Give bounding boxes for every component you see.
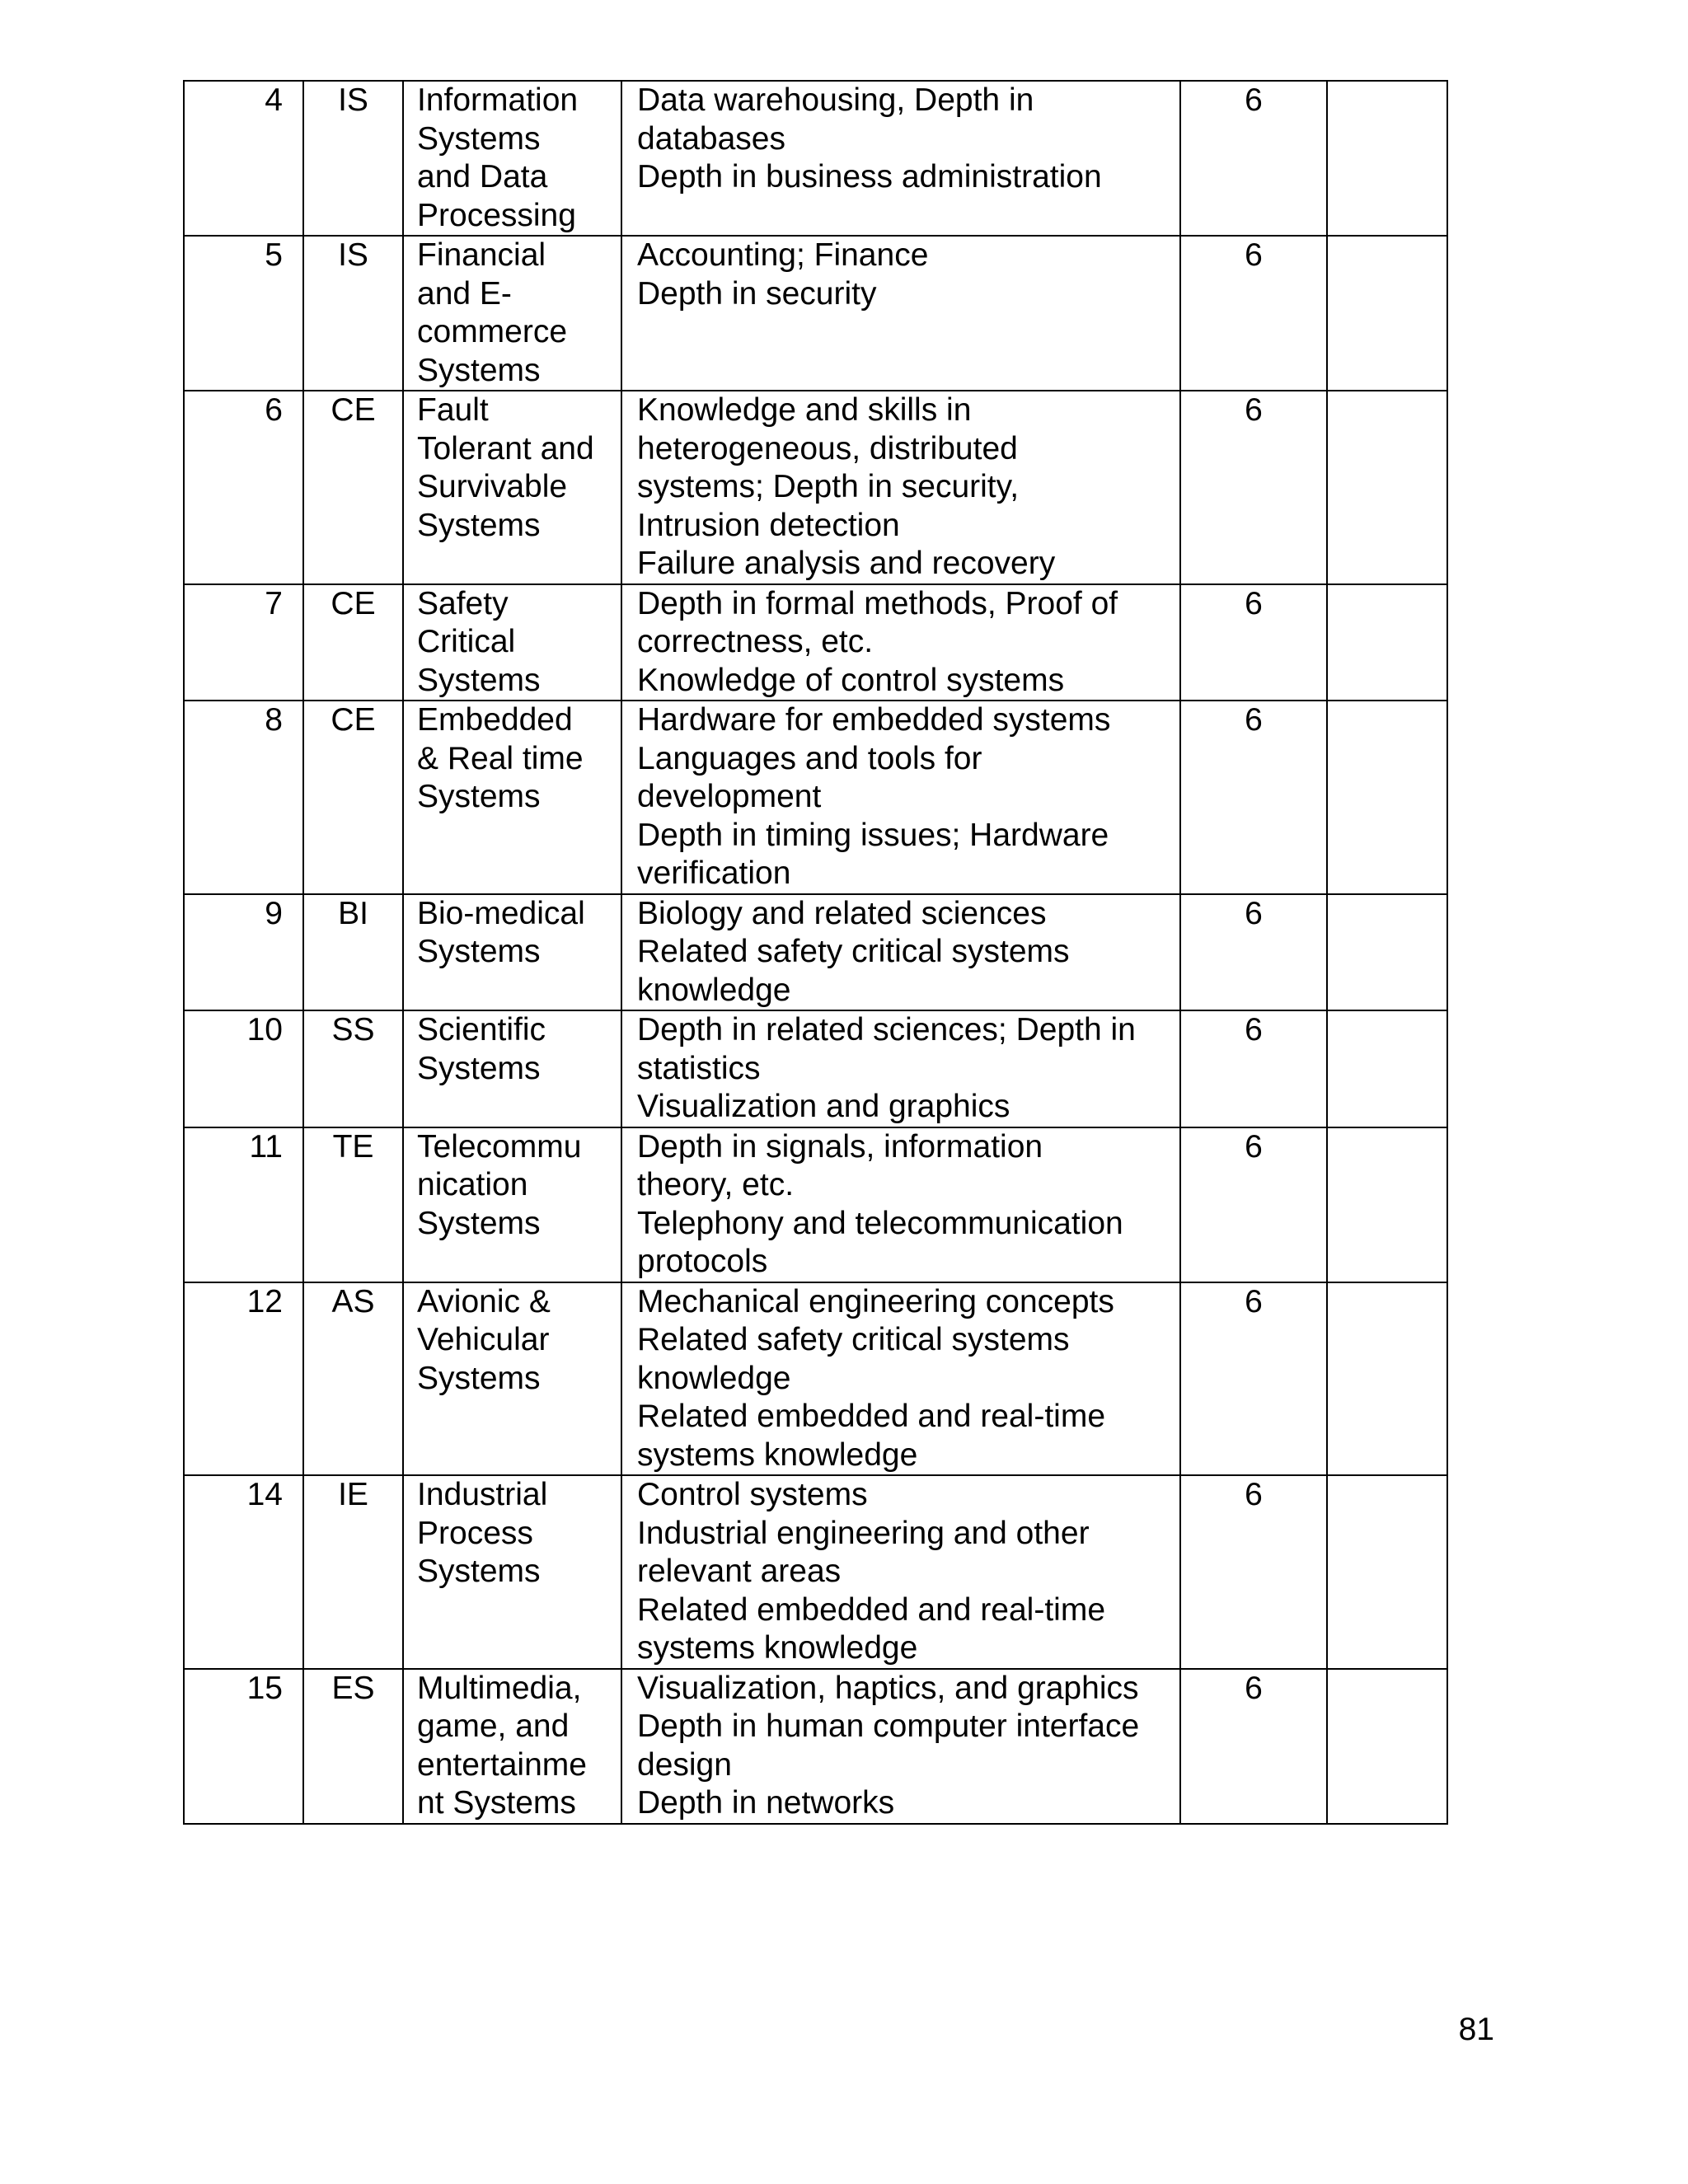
- knowledge-line: Visualization, haptics, and graphics: [637, 1670, 1139, 1706]
- credits-value: 6: [1245, 1670, 1263, 1706]
- area-code: SS: [331, 1012, 375, 1047]
- area-name-line: Process: [417, 1515, 533, 1551]
- knowledge-line: Depth in timing issues; Hardware: [637, 817, 1109, 853]
- area-name-line: Tolerant and: [417, 430, 594, 466]
- knowledge-line: knowledge: [637, 1360, 791, 1396]
- area-name-line: Bio-medical: [417, 895, 585, 931]
- area-code-cell: [303, 1010, 403, 1127]
- area-name-line: Scientific: [417, 1012, 546, 1047]
- area-name-line: Embedded: [417, 702, 573, 738]
- knowledge-line: Depth in formal methods, Proof of: [637, 585, 1118, 621]
- row-number: 12: [246, 1283, 283, 1319]
- knowledge-line: design: [637, 1746, 732, 1783]
- credits-value: 6: [1245, 1128, 1263, 1165]
- table-row: [184, 1010, 1447, 1127]
- credits-cell: [1180, 1669, 1327, 1824]
- row-number: 5: [265, 237, 283, 273]
- empty-cell: [1327, 236, 1447, 391]
- row-number-cell: [184, 894, 303, 1011]
- row-number-cell: [184, 81, 303, 236]
- knowledge-line: Depth in security: [637, 275, 877, 312]
- area-name-line: and Data: [417, 159, 548, 194]
- area-name-line: Systems: [417, 352, 541, 388]
- area-name-line: Systems: [417, 1050, 541, 1086]
- area-code: AS: [331, 1283, 375, 1319]
- knowledge-line: statistics: [637, 1050, 761, 1086]
- credits-cell: [1180, 391, 1327, 584]
- row-number: 9: [265, 895, 283, 931]
- area-code-cell: [303, 391, 403, 584]
- knowledge-line: Related safety critical systems: [637, 1322, 1070, 1357]
- credits-value: 6: [1245, 585, 1263, 621]
- area-name-cell: [403, 584, 621, 701]
- credits-cell: [1180, 1475, 1327, 1669]
- row-number-cell: [184, 236, 303, 391]
- credits-cell: [1180, 236, 1327, 391]
- row-number-cell: [184, 584, 303, 701]
- empty-cell: [1327, 1475, 1447, 1669]
- credits-value: 6: [1245, 1012, 1263, 1047]
- row-number: 14: [246, 1477, 283, 1512]
- area-name-line: Processing: [417, 197, 576, 233]
- area-name-line: Systems: [417, 1205, 541, 1241]
- area-name-line: Information: [417, 82, 579, 118]
- credits-cell: [1180, 584, 1327, 701]
- knowledge-line: development: [637, 779, 822, 814]
- knowledge-line: Control systems: [637, 1477, 868, 1512]
- area-name-line: and E-: [417, 275, 512, 312]
- knowledge-cell: [621, 1127, 1180, 1282]
- area-name-line: Systems: [417, 934, 541, 969]
- area-code-cell: [303, 894, 403, 1011]
- empty-cell: [1327, 81, 1447, 236]
- knowledge-line: Data warehousing, Depth in: [637, 82, 1034, 118]
- area-code-cell: [303, 701, 403, 894]
- area-name-cell: [403, 1669, 621, 1824]
- knowledge-line: systems knowledge: [637, 1630, 918, 1666]
- table-row: [184, 1669, 1447, 1824]
- area-name-line: Avionic &: [417, 1283, 551, 1319]
- knowledge-line: Accounting; Finance: [637, 237, 929, 273]
- empty-cell: [1327, 391, 1447, 584]
- area-code-cell: [303, 584, 403, 701]
- knowledge-line: relevant areas: [637, 1554, 842, 1589]
- area-name-line: Systems: [417, 662, 541, 698]
- row-number: 10: [246, 1012, 283, 1047]
- area-code: IS: [338, 82, 368, 118]
- knowledge-cell: [621, 584, 1180, 701]
- area-code: CE: [331, 585, 376, 621]
- area-name-line: Systems: [417, 779, 541, 814]
- credits-value: 6: [1245, 82, 1263, 118]
- row-number-cell: [184, 1475, 303, 1669]
- area-name-line: Critical: [417, 624, 516, 659]
- credits-value: 6: [1245, 392, 1263, 428]
- area-name-line: & Real time: [417, 740, 584, 776]
- knowledge-line: Related safety critical systems: [637, 934, 1070, 969]
- area-name-line: Telecommu: [417, 1128, 582, 1165]
- row-number-cell: [184, 391, 303, 584]
- row-number: 7: [265, 585, 283, 621]
- empty-cell: [1327, 1127, 1447, 1282]
- area-name-line: nication: [417, 1167, 528, 1202]
- area-name-line: Industrial: [417, 1477, 548, 1512]
- credits-cell: [1180, 1127, 1327, 1282]
- knowledge-cell: [621, 1669, 1180, 1824]
- page-number: 81: [1458, 2012, 1494, 2047]
- area-name-line: commerce: [417, 314, 568, 349]
- knowledge-cell: [621, 1475, 1180, 1669]
- credits-value: 6: [1245, 1283, 1263, 1319]
- area-name-line: Safety: [417, 585, 509, 621]
- area-code: BI: [338, 895, 368, 931]
- knowledge-cell: [621, 391, 1180, 584]
- knowledge-line: theory, etc.: [637, 1167, 795, 1202]
- area-code: TE: [332, 1128, 374, 1165]
- area-code: ES: [331, 1670, 375, 1706]
- knowledge-line: Telephony and telecommunication: [637, 1205, 1123, 1241]
- knowledge-line: Hardware for embedded systems: [637, 702, 1111, 738]
- area-name-cell: [403, 1282, 621, 1476]
- table-body: [184, 81, 1447, 1824]
- knowledge-line: Depth in signals, information: [637, 1128, 1043, 1165]
- empty-cell: [1327, 1669, 1447, 1824]
- knowledge-line: Related embedded and real-time: [637, 1399, 1106, 1434]
- knowledge-line: Knowledge of control systems: [637, 662, 1065, 698]
- knowledge-cell: [621, 1010, 1180, 1127]
- credits-value: 6: [1245, 702, 1263, 738]
- credits-cell: [1180, 1282, 1327, 1476]
- row-number: 11: [249, 1128, 283, 1165]
- row-number-cell: [184, 1127, 303, 1282]
- area-code: IS: [338, 237, 368, 273]
- area-code-cell: [303, 1127, 403, 1282]
- row-number: 6: [265, 392, 283, 428]
- area-name-line: Systems: [417, 1554, 541, 1589]
- row-number: 8: [265, 702, 283, 738]
- knowledge-cell: [621, 81, 1180, 236]
- area-name-line: Systems: [417, 1360, 541, 1396]
- knowledge-line: correctness, etc.: [637, 624, 874, 659]
- knowledge-line: heterogeneous, distributed: [637, 430, 1018, 466]
- area-name-line: Financial: [417, 237, 546, 273]
- empty-cell: [1327, 584, 1447, 701]
- knowledge-cell: [621, 1282, 1180, 1476]
- knowledge-line: Related embedded and real-time: [637, 1591, 1106, 1628]
- row-number: 4: [265, 82, 283, 118]
- area-name-cell: [403, 701, 621, 894]
- knowledge-line: systems; Depth in security,: [637, 469, 1020, 504]
- area-code-cell: [303, 1475, 403, 1669]
- knowledge-line: Failure analysis and recovery: [637, 546, 1056, 581]
- area-code: CE: [331, 702, 376, 738]
- knowledge-line: databases: [637, 120, 785, 157]
- area-name-line: nt Systems: [417, 1785, 576, 1821]
- table-row: [184, 894, 1447, 1011]
- empty-cell: [1327, 1282, 1447, 1476]
- area-name-line: Systems: [417, 120, 541, 157]
- area-name-cell: [403, 391, 621, 584]
- table-row: [184, 1475, 1447, 1669]
- knowledge-line: Depth in networks: [637, 1785, 895, 1821]
- area-name-line: Multimedia,: [417, 1670, 582, 1706]
- table-row: [184, 81, 1447, 236]
- knowledge-line: Depth in business administration: [637, 159, 1102, 194]
- knowledge-line: Biology and related sciences: [637, 895, 1047, 931]
- table-row: [184, 391, 1447, 584]
- area-name-cell: [403, 81, 621, 236]
- knowledge-line: Intrusion detection: [637, 507, 900, 543]
- knowledge-cell: [621, 701, 1180, 894]
- knowledge-line: Mechanical engineering concepts: [637, 1283, 1114, 1319]
- knowledge-line: protocols: [637, 1244, 768, 1279]
- knowledge-line: Visualization and graphics: [637, 1089, 1010, 1124]
- credits-cell: [1180, 1010, 1327, 1127]
- table-row: [184, 1282, 1447, 1476]
- knowledge-line: knowledge: [637, 972, 791, 1008]
- credits-cell: [1180, 701, 1327, 894]
- empty-cell: [1327, 894, 1447, 1011]
- area-name-cell: [403, 1127, 621, 1282]
- area-name-cell: [403, 1475, 621, 1669]
- row-number-cell: [184, 1282, 303, 1476]
- curriculum-table: [183, 80, 1448, 1825]
- knowledge-cell: [621, 236, 1180, 391]
- row-number-cell: [184, 1669, 303, 1824]
- area-code-cell: [303, 1669, 403, 1824]
- area-name-cell: [403, 1010, 621, 1127]
- knowledge-line: Industrial engineering and other: [637, 1515, 1090, 1551]
- credits-cell: [1180, 894, 1327, 1011]
- table-row: [184, 1127, 1447, 1282]
- area-name-line: Systems: [417, 507, 541, 543]
- table-row: [184, 701, 1447, 894]
- row-number-cell: [184, 701, 303, 894]
- area-code: CE: [331, 392, 376, 428]
- area-code-cell: [303, 81, 403, 236]
- area-code-cell: [303, 236, 403, 391]
- knowledge-line: Knowledge and skills in: [637, 392, 972, 428]
- area-name-line: Vehicular: [417, 1322, 550, 1357]
- row-number: 15: [246, 1670, 283, 1706]
- row-number-cell: [184, 1010, 303, 1127]
- area-name-line: game, and: [417, 1708, 570, 1744]
- credits-value: 6: [1245, 1477, 1263, 1512]
- area-code: IE: [338, 1477, 368, 1512]
- empty-cell: [1327, 701, 1447, 894]
- table-row: [184, 584, 1447, 701]
- knowledge-cell: [621, 894, 1180, 1011]
- area-name-cell: [403, 894, 621, 1011]
- knowledge-line: Depth in related sciences; Depth in: [637, 1012, 1136, 1047]
- credits-value: 6: [1245, 895, 1263, 931]
- credits-value: 6: [1245, 237, 1263, 273]
- knowledge-line: systems knowledge: [637, 1436, 918, 1473]
- table-row: [184, 236, 1447, 391]
- area-name-line: entertainme: [417, 1746, 587, 1783]
- empty-cell: [1327, 1010, 1447, 1127]
- area-name-line: Survivable: [417, 469, 568, 504]
- knowledge-line: Languages and tools for: [637, 740, 982, 776]
- knowledge-line: verification: [637, 855, 791, 891]
- area-name-line: Fault: [417, 392, 489, 428]
- credits-cell: [1180, 81, 1327, 236]
- knowledge-line: Depth in human computer interface: [637, 1708, 1140, 1744]
- area-code-cell: [303, 1282, 403, 1476]
- area-name-cell: [403, 236, 621, 391]
